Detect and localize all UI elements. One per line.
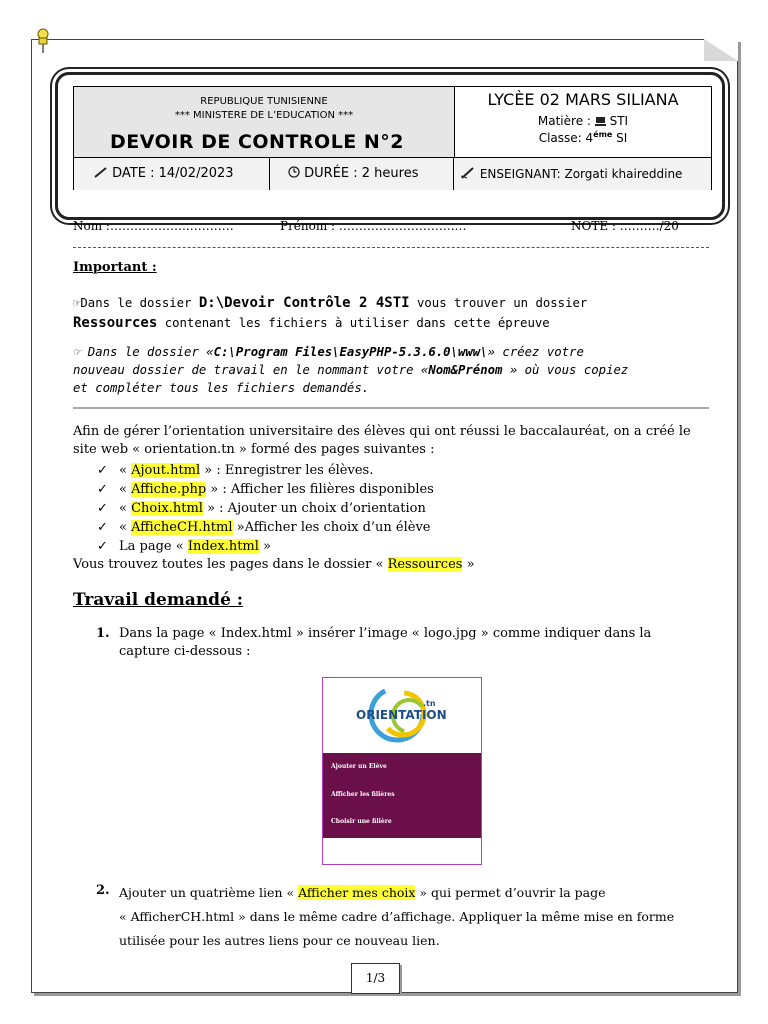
p2-line-2: nouveau dossier de travail en le nommant votre « [73,363,429,377]
capture-link[interactable]: Choisir une filière [331,818,392,825]
class-value: SI [612,131,628,145]
p2-name: Nom&Prénom [428,363,503,377]
teacher-cell [454,158,711,190]
logo-text: ORIENTATION [356,708,447,722]
list-item: ✓ « AfficheCH.html »Afficher les choix d’un élève [97,520,431,535]
exam-title: DEVOIR DE CONTROLE N°2 [110,131,405,153]
page-number-box [351,963,400,994]
subject-value: STI [609,114,629,128]
p2-text-b: » créez votre [487,345,584,359]
duration-label: DURÉE : 2 heures [304,166,419,181]
list-item: ✓ La page « Index.html » [97,539,271,554]
list-item: ✓ « Affiche.php » : Afficher les filières disponibles [97,482,434,497]
page-fold-corner [704,39,738,61]
teacher-name: Zorgati khaireddine [564,167,683,181]
class-label: Classe: 4 [538,131,594,145]
q2-line-2: « AfficherCH.html » dans le même cadre d’affichage. Appliquer la même mise en forme [119,909,675,924]
clock-icon [288,166,300,178]
prenom-field: Prénom : ………………………..… [280,219,467,233]
capture-link[interactable]: Afficher les filières [331,791,395,798]
capture-menu [323,753,481,838]
important-title: Important : [73,260,157,275]
header-info-row [74,157,711,190]
pointing-hand-icon: ☞ [73,345,81,359]
section-divider [73,407,709,409]
check-icon: ✓ [97,482,108,497]
list-item: ✓ « Choix.html » : Ajouter un choix d’orientation [97,501,426,516]
file-name: Index.html [187,539,259,554]
p1-path: D:\Devoir Contrôle 2 4STI [198,295,410,311]
duration-cell [270,158,454,190]
list-item: ✓ « Ajout.html » : Enregistrer les élèves. [97,463,374,478]
computer-icon [595,116,606,126]
header-left-box [74,87,455,157]
subject-label: Matière : [537,114,591,128]
pencil-icon [94,166,108,178]
p1-text-c: contenant les fichiers à utiliser dans cette épreuve [157,316,550,330]
country-label: REPUBLIQUE TUNISIENNE [200,96,328,107]
logo-suffix: .tn [423,699,436,708]
note-field: NOTE : ….……/20 [571,219,679,233]
link-name: Afficher mes choix [298,885,416,900]
important-paragraph-2 [73,343,709,397]
q1-line-1: Dans la page « Index.html » insérer l’image « logo.jpg » comme indiquer dans la [119,626,652,641]
class-superscript: éme [593,130,613,139]
question-number: 1. [96,626,110,641]
file-name: Ajout.html [131,463,201,478]
folder-name: Ressources [387,557,463,572]
p2-text-a: Dans le dossier « [80,345,214,359]
date-cell [74,158,270,190]
capture-link[interactable]: Ajouter un Elève [331,763,387,770]
question-2 [119,881,719,953]
work-title: Travail demandé : [73,590,244,610]
exam-header [73,86,712,190]
question-number: 2. [96,883,110,898]
p1-text-a: Dans le dossier [80,296,199,310]
q1-line-2: capture ci-dessous : [119,644,251,659]
dashed-divider [73,247,709,248]
q2-line-3: utilisée pour les autres liens pour ce nouveau lien. [119,933,440,948]
intro-line-1: Afin de gérer l’orientation universitaire des élèves qui ont réussi le baccalauréat, on a créé le [73,424,691,439]
intro-text [73,423,713,459]
check-icon: ✓ [97,463,108,478]
index-capture [322,677,482,865]
p2-text-c: » où vous copiez [502,363,629,377]
class-line [455,130,711,145]
check-icon: ✓ [97,539,108,554]
file-name: Choix.html [131,501,203,516]
ministry-label: *** MINISTERE DE L’EDUCATION *** [174,110,354,121]
nom-field: Nom :……………….………… [73,219,234,233]
pencil-icon [460,167,476,179]
file-name: Affiche.php [131,482,207,497]
file-name: AfficheCH.html [131,520,233,535]
pointing-hand-icon: ☞ [73,296,81,310]
p1-text-b: vous trouver un dossier [409,296,588,310]
page-number: 1/3 [365,971,386,985]
important-paragraph-1 [73,293,709,333]
check-icon: ✓ [97,520,108,535]
date-label: DATE : 14/02/2023 [112,166,234,181]
school-name: LYCÈE 02 MARS SILIANA [487,90,679,109]
header-right-box [455,87,711,157]
pushpin-icon [34,28,52,54]
teacher-label: ENSEIGNANT: [479,167,561,181]
question-1 [119,625,719,661]
subject-line [455,114,711,128]
pages-list [97,461,697,556]
p1-folder: Ressources [73,315,158,331]
p2-line-3: et compléter tous les fichiers demandés. [73,381,370,395]
intro-line-2: site web « orientation.tn » formé des pages suivantes : [73,442,435,457]
p2-path: C:\Program Files\EasyPHP-5.3.6.0\www\ [213,345,488,359]
q2-line-1: Ajouter un quatrième lien « Afficher mes choix » qui permet d’ouvrir la page [119,885,606,900]
check-icon: ✓ [97,501,108,516]
closing-text: Vous trouvez toutes les pages dans le dossier « Ressources » [73,557,475,572]
